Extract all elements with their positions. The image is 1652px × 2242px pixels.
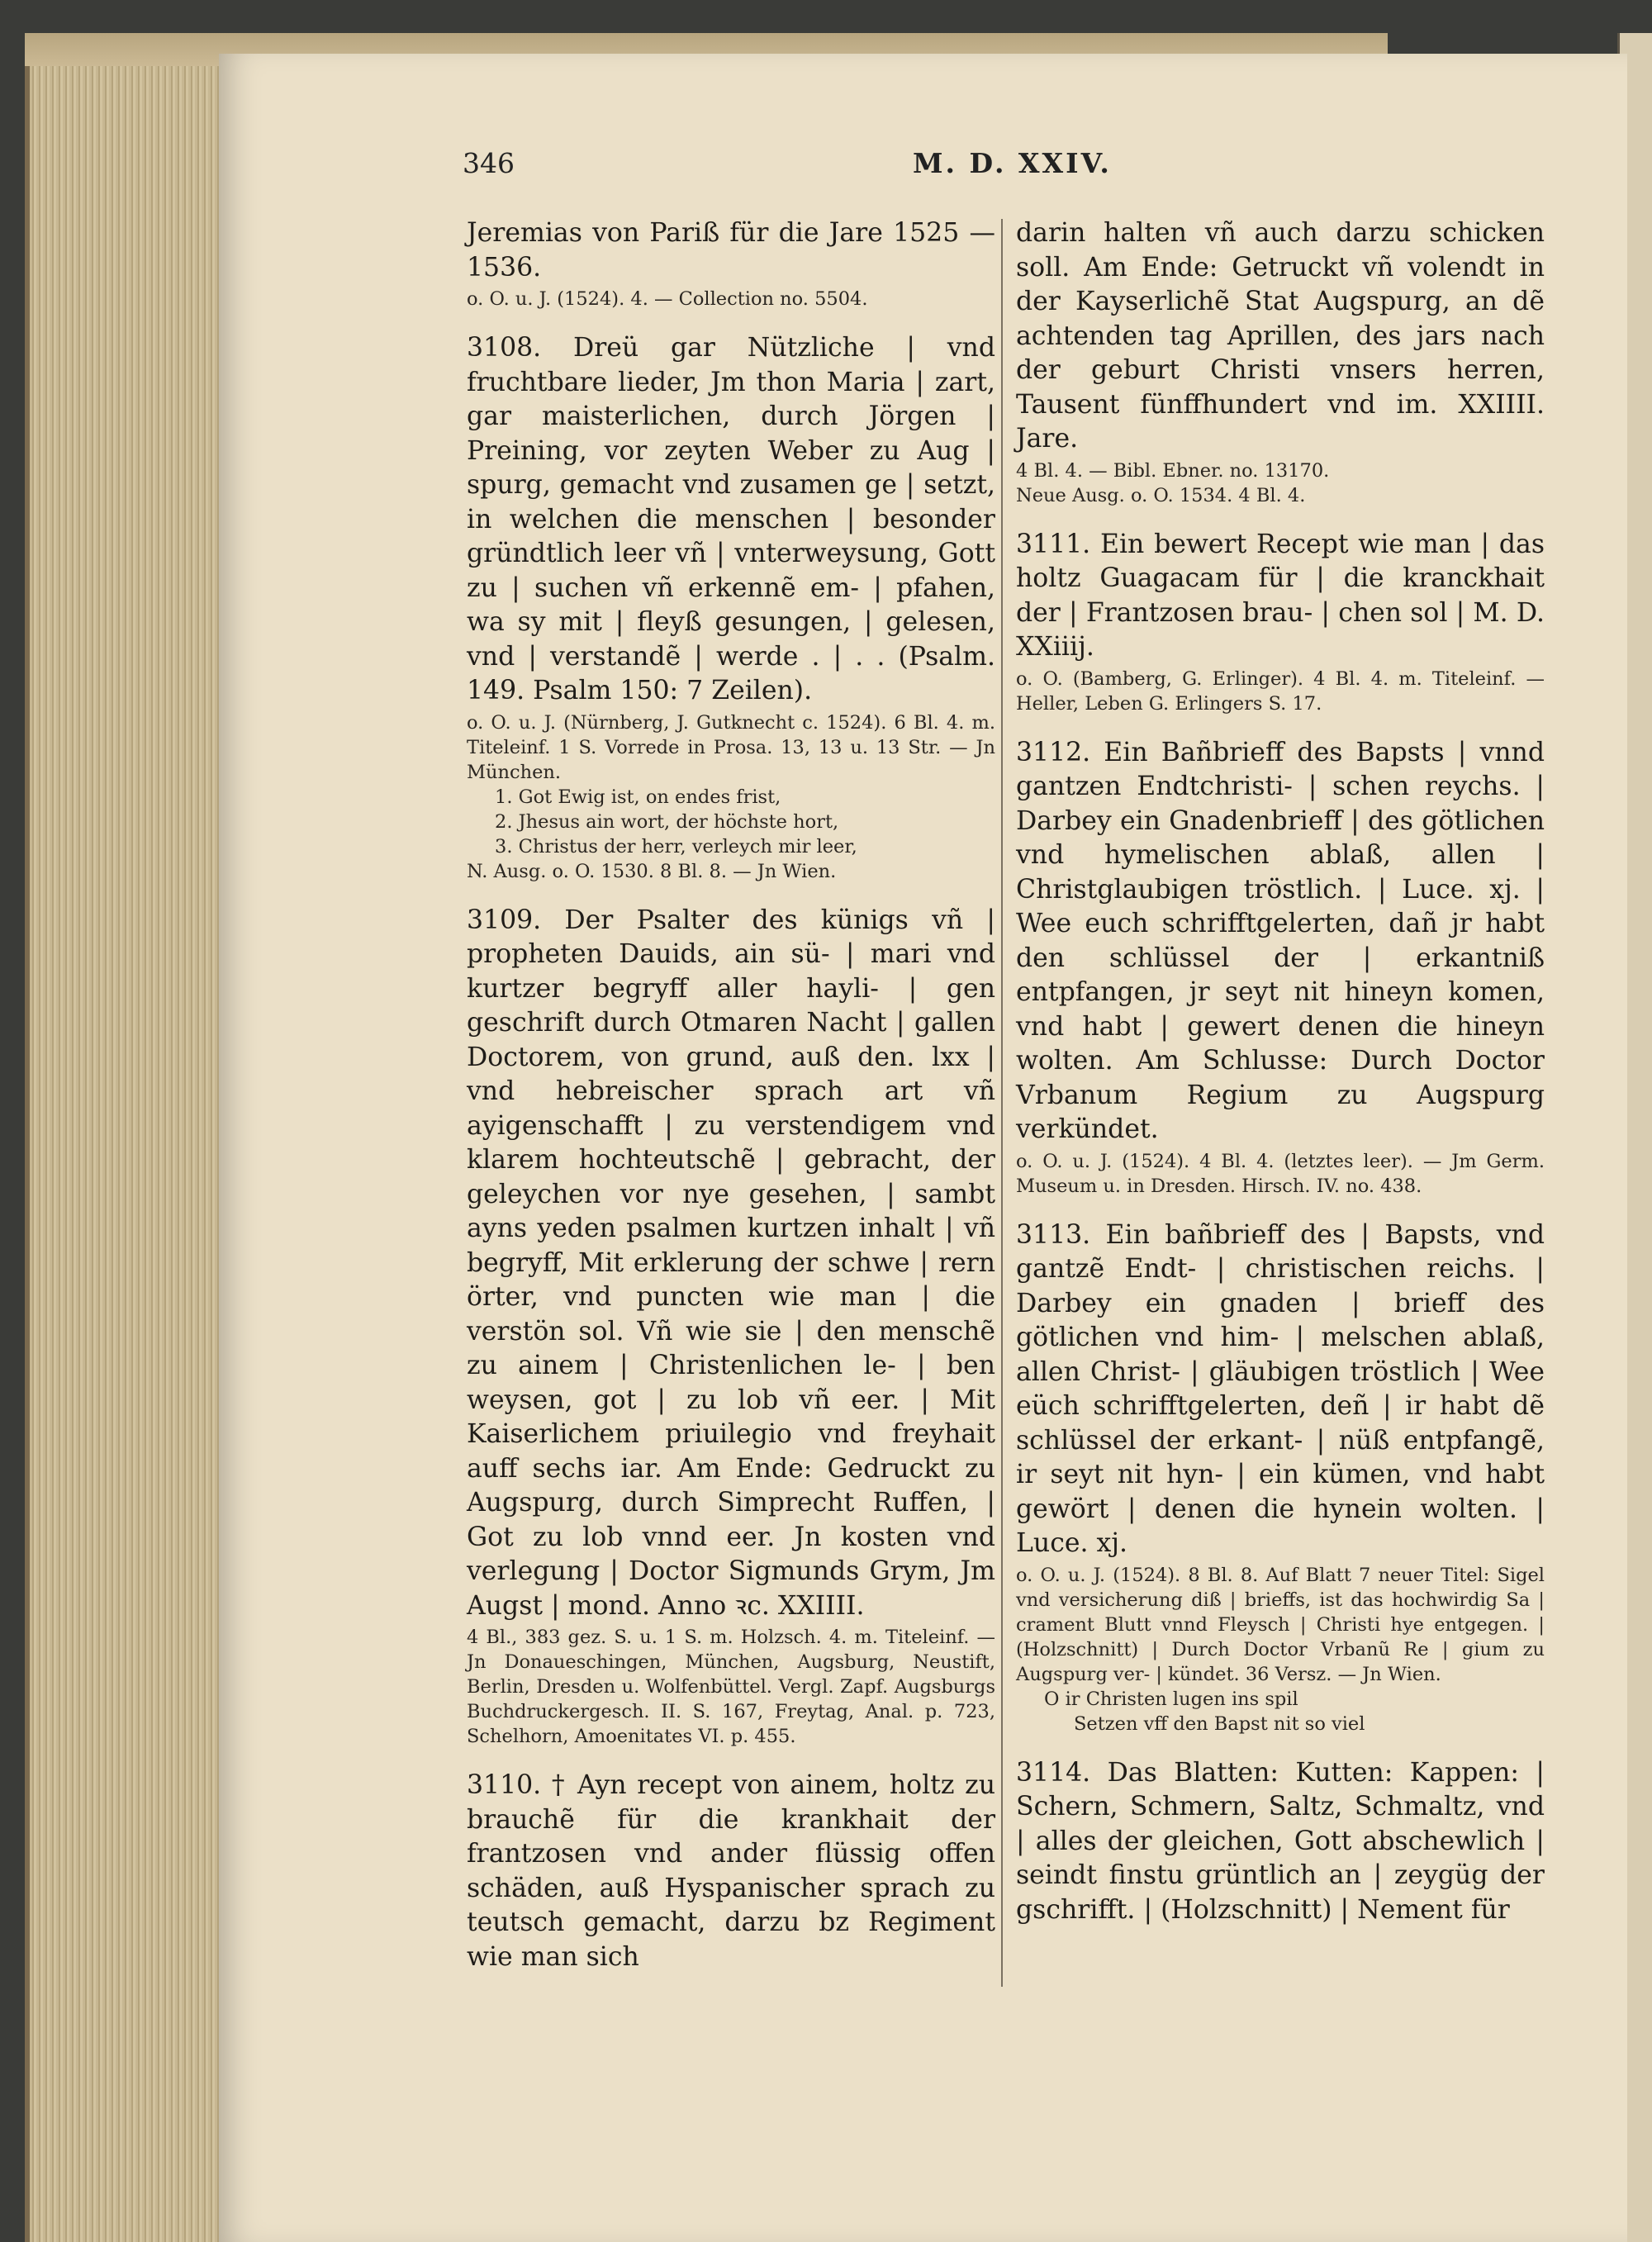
entry-note-verse: 1. Got Ewig ist, on endes frist, bbox=[495, 786, 781, 808]
entry-note: o. O. (Bamberg, G. Erlinger). 4 Bl. 4. m. Titeleinf. — Heller, Leben G. Erlingers S. 17. bbox=[1016, 667, 1545, 715]
entry-note: 4 Bl., 383 gez. S. u. 1 S. m. Holzsch. 4. m. Titeleinf. — Jn Donaueschingen, München, Augsburg, Neustift, Berlin, Dresden u. Wolfenbüttel. Vergl. Zapf. Augsburgs Buchdruckergesch. II. S. 167, Freytag, Anal. p. 723, Schelhorn, Amoenitates VI. p. 455. bbox=[467, 1627, 995, 1747]
entry-title: 3113. Ein bañbrieff des | Bapsts, vnd gantzẽ Endt- | christischen reichs. | Darbey ein gnaden | brieff des götlichen vnd him- | melschen ablaß, allen Christ- | gläubigen tröstlich | Wee eüch schrifftgelerten, deñ | ir habt dẽ schlüssel der erkant- | nüß entpfangẽ, ir seyt nit hyn- | ein kümen, vnd habt gewört | denen die hynein wolten. | Luce. xj. bbox=[1016, 1219, 1545, 1558]
entry-title: 3109. Der Psalter des künigs vñ | propheten Dauids, ain sü- | mari vnd kurtzer begryff aller hayli- | gen geschrift durch Otmaren Nacht | gallen Doctorem, von grund, auß den. lxx | vnd hebreischer sprach art vñ ayigenschafft | zu verstendigem vnd klarem hochteutschẽ | gebracht, der geleychen vor nye gesehen, | sambt ayns yeden psalmen kurtzen inhalt | vñ begryff, Mit erklerung der schwe | rern örter, vnd puncten wie man | die verstön sol. Vñ wie sie | den menschẽ zu ainem | Christenlichen le- | ben weysen, got | zu lob vñ eer. | Mit Kaiserlichem priuilegio vnd freyhait auff sechs iar. Am Ende: Gedruckt zu Augspurg, durch Simprecht Ruffen, | Got zu lob vnnd eer. Jn kosten vnd verlegung | Doctor Sigmunds Grym, Jm Augst | mond. Anno ꝛc. XXIIII. bbox=[467, 905, 995, 1621]
column-divider bbox=[1001, 219, 1003, 1987]
entry-3113 bbox=[1016, 1218, 1545, 1736]
entry-title: 3110. † Ayn recept von ainem, holtz zu brauchẽ für die krankhait der frantzosen vnd ander flüssig offen schäden, auß Hyspanischer sprach zu teutsch gemacht, darzu bz Regiment wie man sich bbox=[467, 1770, 995, 1972]
entry-note-verse: Setzen vff den Bapst nit so viel bbox=[1074, 1712, 1365, 1735]
entry-3111 bbox=[1016, 528, 1545, 716]
entry-3109 bbox=[467, 904, 995, 1750]
entry-note-verse: 3. Christus der herr, verleych mir leer, bbox=[495, 835, 857, 857]
right-column bbox=[1016, 216, 1545, 1947]
entry-3110-continued bbox=[1016, 216, 1545, 508]
entry-3114 bbox=[1016, 1756, 1545, 1928]
entry-note-verse: 2. Jhesus ain wort, der höchste hort, bbox=[495, 810, 839, 833]
page-header bbox=[463, 147, 1553, 188]
running-title: M. D. XXIV. bbox=[913, 147, 1112, 179]
entry-note: o. O. u. J. (1524). 8 Bl. 8. Auf Blatt 7 neuer Titel: Sigel vnd versicherung diß | brieffs, ist das hochwirdig Sa | crament Blutt vnnd Fleysch | Christi hye entgegen. | (Holzschnitt) | Durch Doctor Vrbanũ Re | gium zu Augspurg ver- | kündet. 36 Versz. — Jn Wien. bbox=[1016, 1564, 1545, 1685]
entry-title: 3112. Ein Bañbrieff des Bapsts | vnnd gantzen Endtchristi- | schen reychs. | Darbey ein Gnadenbrieff | des götlichen vnd hymelischen ablaß, allen | Christglaubigen tröstlich. | Luce. xj. | Wee euch schrifftgelerten, dañ jr habt den schlüssel der | erkantniß entpfangen, jr seyt nit hineyn komen, vnd habt | gewert denen die hineyn wolten. Am Schlusse: Durch Doctor Vrbanum Regium zu Augspurg verkündet. bbox=[1016, 737, 1545, 1144]
entry-note: o. O. u. J. (1524). 4. — Collection no. 5504. bbox=[467, 288, 868, 310]
left-column bbox=[467, 216, 995, 1994]
entry-3112 bbox=[1016, 736, 1545, 1199]
entry-3108 bbox=[467, 331, 995, 884]
entry-3110 bbox=[467, 1769, 995, 1974]
entry-note: 4 Bl. 4. — Bibl. Ebner. no. 13170. bbox=[1016, 459, 1330, 482]
page-number: 346 bbox=[463, 147, 515, 179]
entry-note-verse: O ir Christen lugen ins spil bbox=[1044, 1688, 1298, 1710]
entry-jeremias bbox=[467, 216, 995, 311]
entry-title: 3111. Ein bewert Recept wie man | das holtz Guagacam für | die kranckhait der | Frantzosen brau- | chen sol | M. D. XXiiij. bbox=[1016, 529, 1545, 662]
entry-note: Neue Ausg. o. O. 1534. 4 Bl. 4. bbox=[1016, 484, 1306, 506]
entry-title: 3108. Dreü gar Nützliche | vnd fruchtbare lieder, Jm thon Maria | zart, gar maisterlichen, durch Jörgen | Preining, vor zeyten Weber zu Aug | spurg, gemacht vnd zusamen ge | setzt, in welchen die menschen | besonder gründtlich leer vñ | vnterweysung, Gott zu | suchen vñ erkennẽ em- | pfahen, wa sy mit | fleyß gesungen, | gelesen, vnd | verstandẽ | werde . | . . (Psalm. 149. Psalm 150: 7 Zeilen). bbox=[467, 333, 995, 705]
entry-title: Jeremias von Pariß für die Jare 1525 —1536. bbox=[467, 218, 995, 283]
entry-note: N. Ausg. o. O. 1530. 8 Bl. 8. — Jn Wien. bbox=[467, 860, 837, 882]
entry-note: o. O. u. J. (Nürnberg, J. Gutknecht c. 1524). 6 Bl. 4. m. Titeleinf. 1 S. Vorrede in Prosa. 13, 13 u. 13 Str. — Jn München. bbox=[467, 711, 995, 783]
entry-note: o. O. u. J. (1524). 4 Bl. 4. (letztes leer). — Jm Germ. Museum u. in Dresden. Hirsch. IV. no. 438. bbox=[1016, 1150, 1545, 1197]
entry-title: 3114. Das Blatten: Kutten: Kappen: | Schern, Schmern, Saltz, Schmaltz, vnd | alles der gleichen, Gott abschewlich | seindt finstu grüntlich an | zeygüg der gschrifft. | (Holzschnitt) | Nement für bbox=[1016, 1757, 1545, 1925]
entry-title: darin halten vñ auch darzu schicken soll. Am Ende: Getruckt vñ volendt in der Kayserlichẽ Stat Augspurg, an dẽ achtenden tag Aprillen, des jars nach der geburt Christi vnsers herren, Tausent fünffhundert vnd im. XXIIII. Jare. bbox=[1016, 218, 1545, 454]
